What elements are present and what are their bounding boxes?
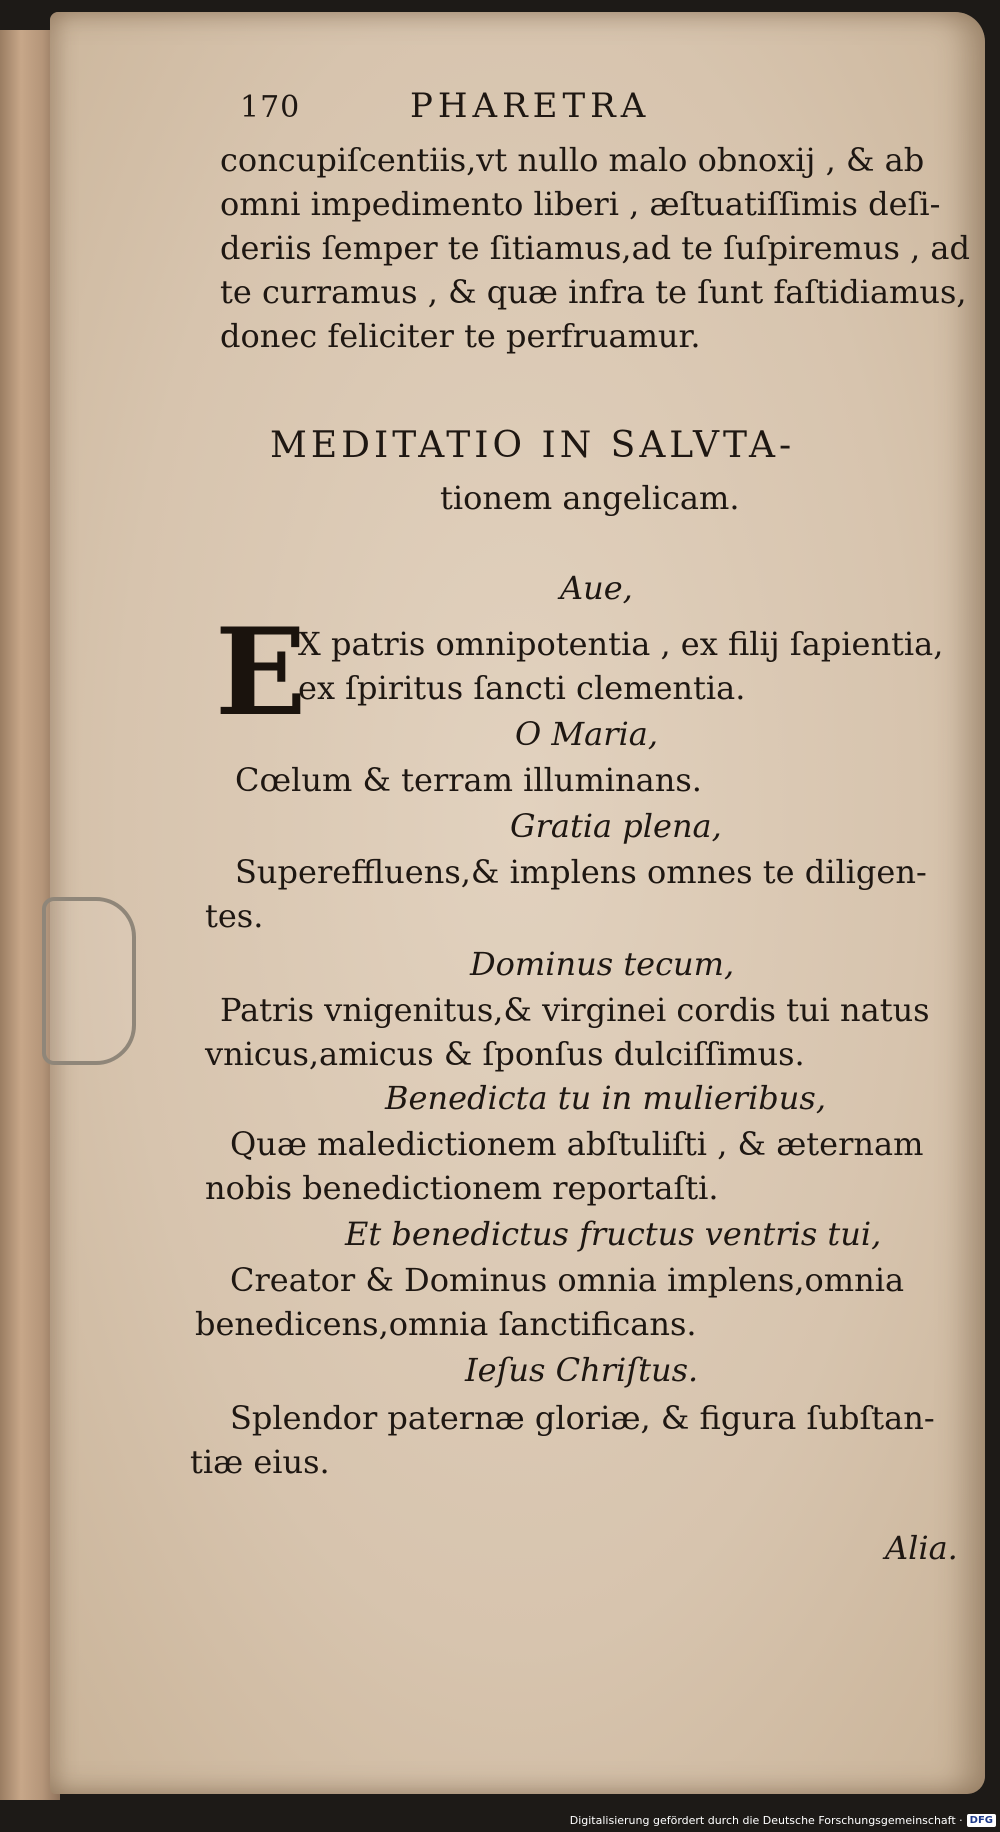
digitization-credit	[570, 1810, 996, 1830]
catchword: Alia.	[885, 1529, 958, 1567]
rubric-benedicta: Benedicta tu in mulieribus,	[385, 1079, 826, 1117]
text-line: ex ſpiritus ſancti clementia.	[298, 669, 746, 707]
rubric-fructus: Et benedictus fructus ventris tui,	[345, 1215, 882, 1253]
running-title: PHARETRA	[410, 86, 651, 126]
text-line: Patris vnigenitus,& virginei cordis tui natus	[220, 991, 930, 1029]
text-line: Cœlum & terram illuminans.	[235, 761, 702, 799]
page-clip	[42, 897, 136, 1065]
rubric-dominus: Dominus tecum,	[470, 945, 735, 983]
text-line: te curramus , & quæ infra te ſunt faſtidiamus,	[220, 273, 967, 311]
text-line: Creator & Dominus omnia implens,omnia	[230, 1261, 905, 1299]
rubric-ave: Aue,	[560, 569, 633, 607]
text-line: Splendor paternæ gloriæ, & figura ſubſtan-	[230, 1399, 935, 1437]
rubric-iesus: Ieſus Chriſtus.	[465, 1351, 699, 1389]
drop-cap: E	[215, 602, 307, 743]
text-line: omni impedimento liberi , æſtuatiſſimis deſi-	[220, 185, 941, 223]
text-line: Quæ maledictionem abſtuliſti , & æternam	[230, 1125, 924, 1163]
rubric-maria: O Maria,	[515, 715, 659, 753]
rubric-gratia: Gratia plena,	[510, 807, 722, 845]
dfg-logo: DFG	[967, 1814, 996, 1827]
credit-text: Digitalisierung gefördert durch die Deutsche Forschungsgemeinschaft ·	[569, 1813, 963, 1827]
section-heading-cont: tionem angelicam.	[440, 479, 740, 517]
text-line: vnicus,amicus & ſponſus dulciſſimus.	[205, 1035, 805, 1073]
text-line: tiæ eius.	[190, 1443, 330, 1481]
page-number: 170	[240, 90, 301, 125]
text-line: donec feliciter te perfruamur.	[220, 317, 701, 355]
text-line: concupiſcentiis,vt nullo malo obnoxij , & ab	[220, 141, 925, 179]
text-line: benedicens,omnia ſanctificans.	[195, 1305, 697, 1343]
text-line: Supereffluens,& implens omnes te diligen-	[235, 853, 927, 891]
text-line: X patris omnipotentia , ex filij ſapientia,	[298, 625, 944, 663]
section-heading: MEDITATIO IN SALVTA-	[270, 425, 796, 466]
text-line: deriis ſemper te ſitiamus,ad te ſuſpiremus , ad	[220, 229, 970, 267]
text-line: tes.	[205, 897, 264, 935]
text-line: nobis benedictionem reportaſti.	[205, 1169, 719, 1207]
